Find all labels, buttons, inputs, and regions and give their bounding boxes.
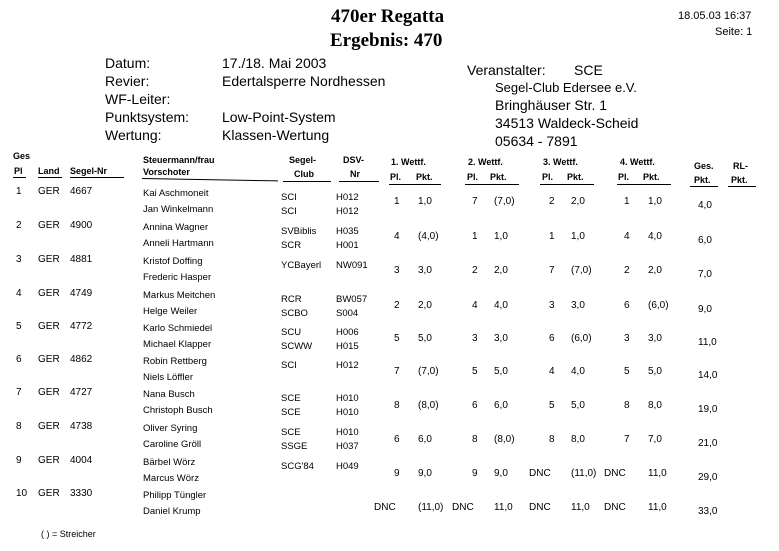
organizer-street: Bringhäuser Str. 1	[495, 97, 608, 113]
header-underline	[13, 177, 26, 178]
header-ges-total: Ges.	[694, 161, 714, 171]
cell-w4-place: 6	[624, 300, 630, 311]
cell-club-2: SCR	[281, 240, 302, 251]
cell-w4-place: 1	[624, 196, 630, 207]
cell-w4-points: 8,0	[648, 400, 662, 411]
cell-club-1: SCU	[281, 327, 302, 338]
cell-club-2: SCI	[281, 206, 297, 217]
cell-w1-points: 9,0	[418, 468, 432, 479]
cell-w2-place: 2	[472, 265, 478, 276]
cell-helmsman: Robin Rettberg	[143, 356, 207, 367]
cell-w3-points: 8,0	[571, 434, 585, 445]
cell-segel-nr: 3330	[70, 488, 93, 499]
header-underline	[465, 184, 519, 185]
cell-land: GER	[38, 421, 60, 432]
cell-w2-place: 1	[472, 231, 478, 242]
cell-w2-points: 1,0	[494, 231, 508, 242]
cell-total-points: 11,0	[698, 337, 717, 348]
cell-w2-place: 3	[472, 333, 478, 344]
cell-total-points: 4,0	[698, 200, 712, 211]
cell-dsv-2: H037	[336, 441, 359, 452]
cell-w2-place: DNC	[452, 502, 474, 513]
cell-segel-nr: 4881	[70, 254, 93, 265]
cell-club-1: SCE	[281, 393, 301, 404]
cell-w3-place: 8	[549, 434, 555, 445]
header-underline	[142, 178, 278, 181]
cell-w4-points: 7,0	[648, 434, 662, 445]
cell-helmsman: Philipp Tüngler	[143, 490, 207, 501]
info-value-datum: 17./18. Mai 2003	[222, 55, 327, 71]
cell-crew: Anneli Hartmann	[143, 238, 214, 249]
cell-w3-place: 1	[549, 231, 555, 242]
cell-w2-points: (7,0)	[494, 196, 515, 207]
cell-total-points: 33,0	[698, 506, 718, 517]
cell-w4-points: 11,0	[648, 502, 667, 513]
cell-dsv-1: H010	[336, 427, 359, 438]
cell-w1-place: 2	[394, 300, 400, 311]
cell-w3-points: 11,0	[571, 502, 590, 513]
cell-dsv-1: H035	[336, 226, 359, 237]
info-value-revier: Edertalsperre Nordhessen	[222, 73, 386, 89]
cell-segel-nr: 4749	[70, 288, 93, 299]
cell-w2-place: 5	[472, 366, 478, 377]
cell-w2-points: 9,0	[494, 468, 508, 479]
cell-w4-place: 8	[624, 400, 630, 411]
cell-w1-points: (7,0)	[418, 366, 439, 377]
cell-w1-points: 5,0	[418, 333, 432, 344]
cell-w2-place: 9	[472, 468, 478, 479]
print-date-time: 18.05.03 16:37	[678, 10, 752, 22]
cell-w1-place: 9	[394, 468, 400, 479]
header-w2-pl: Pl.	[467, 172, 479, 182]
header-wettf-3: 3. Wettf.	[543, 157, 578, 167]
organizer-name: Segel-Club Edersee e.V.	[495, 80, 637, 95]
cell-dsv-2: H010	[336, 407, 359, 418]
cell-land: GER	[38, 387, 60, 398]
header-segel-nr: Segel-Nr	[70, 166, 108, 176]
cell-w3-place: 6	[549, 333, 555, 344]
cell-w3-points: (11,0)	[571, 468, 597, 479]
cell-w1-points: 1,0	[418, 196, 432, 207]
cell-w1-place: 4	[394, 231, 400, 242]
cell-w3-points: (7,0)	[571, 265, 592, 276]
info-label-punktsystem: Punktsystem:	[105, 109, 190, 125]
cell-total-points: 7,0	[698, 269, 712, 280]
page-title: 470er Regatta	[331, 6, 445, 27]
header-w3-pl: Pl.	[542, 172, 554, 182]
header-w4-pl: Pl.	[618, 172, 630, 182]
cell-w2-points: 11,0	[494, 502, 513, 513]
cell-w3-points: 3,0	[571, 300, 585, 311]
cell-w4-place: DNC	[604, 502, 626, 513]
header-rl-pkt: Pkt.	[731, 175, 748, 185]
cell-crew: Frederic Hasper	[143, 272, 212, 283]
header-land: Land	[38, 166, 60, 176]
cell-w3-place: 7	[549, 265, 555, 276]
cell-crew: Jan Winkelmann	[143, 204, 214, 215]
cell-pl: 2	[16, 220, 22, 231]
cell-w4-place: 5	[624, 366, 630, 377]
cell-segel-nr: 4772	[70, 321, 93, 332]
cell-w1-points: (11,0)	[418, 502, 444, 513]
cell-w3-place: DNC	[529, 468, 551, 479]
cell-total-points: 14,0	[698, 370, 718, 381]
header-w1-pl: Pl.	[390, 172, 402, 182]
cell-dsv-1: H012	[336, 360, 359, 371]
cell-helmsman: Kristof Doffing	[143, 256, 203, 267]
cell-pl: 7	[16, 387, 22, 398]
cell-club-2: SCWW	[281, 341, 313, 352]
cell-w4-points: 3,0	[648, 333, 662, 344]
cell-w3-points: 2,0	[571, 196, 585, 207]
cell-dsv-2: H012	[336, 206, 359, 217]
cell-crew: Helge Weiler	[143, 306, 198, 317]
cell-pl: 10	[16, 488, 28, 499]
cell-w3-points: 5,0	[571, 400, 585, 411]
header-club: Club	[294, 169, 314, 179]
cell-w3-place: 3	[549, 300, 555, 311]
cell-helmsman: Annina Wagner	[143, 222, 209, 233]
cell-land: GER	[38, 455, 60, 466]
cell-helmsman: Kai Aschmoneit	[143, 188, 209, 199]
cell-w1-place: 5	[394, 333, 400, 344]
cell-land: GER	[38, 288, 60, 299]
cell-crew: Michael Klapper	[143, 339, 212, 350]
cell-w4-points: 2,0	[648, 265, 662, 276]
header-wettf-4: 4. Wettf.	[620, 157, 655, 167]
cell-helmsman: Karlo Schmiedel	[143, 323, 213, 334]
cell-w4-points: (6,0)	[648, 300, 669, 311]
header-underline	[389, 184, 441, 185]
cell-segel-nr: 4738	[70, 421, 93, 432]
cell-w1-points: (8,0)	[418, 400, 439, 411]
organizer-label: Veranstalter:	[467, 62, 546, 78]
cell-w2-place: 8	[472, 434, 478, 445]
cell-w4-place: 4	[624, 231, 630, 242]
footnote: ( ) = Streicher	[41, 529, 96, 539]
header-ges-pkt: Pkt.	[694, 175, 711, 185]
cell-w1-place: DNC	[374, 502, 396, 513]
cell-pl: 8	[16, 421, 22, 432]
cell-w2-points: 6,0	[494, 400, 508, 411]
cell-club-2: SSGE	[281, 441, 308, 452]
cell-crew: Christoph Busch	[143, 405, 213, 416]
header-w4-pkt: Pkt.	[643, 172, 660, 182]
cell-w4-place: 2	[624, 265, 630, 276]
cell-pl: 6	[16, 354, 22, 365]
organizer-phone: 05634 - 7891	[495, 133, 578, 149]
cell-club-1: SCI	[281, 360, 297, 371]
cell-club-1: SVBiblis	[281, 226, 317, 237]
cell-club-1: SCI	[281, 192, 297, 203]
cell-land: GER	[38, 220, 60, 231]
info-label-revier: Revier:	[105, 73, 150, 89]
cell-w4-points: 4,0	[648, 231, 662, 242]
info-label-wertung: Wertung:	[105, 127, 162, 143]
cell-w2-points: (8,0)	[494, 434, 515, 445]
cell-w2-place: 4	[472, 300, 478, 311]
info-label-wf-leiter: WF-Leiter:	[105, 91, 171, 107]
cell-w3-points: 1,0	[571, 231, 585, 242]
cell-w1-place: 8	[394, 400, 400, 411]
cell-club-1: SCE	[281, 427, 301, 438]
header-ges: Ges	[13, 151, 31, 161]
cell-dsv-1: NW091	[336, 260, 368, 271]
cell-w1-place: 7	[394, 366, 400, 377]
header-segel: Segel-	[289, 155, 317, 165]
cell-segel-nr: 4862	[70, 354, 93, 365]
info-value-punktsystem: Low-Point-System	[222, 109, 336, 125]
cell-dsv-2: H001	[336, 240, 359, 251]
cell-w1-points: 2,0	[418, 300, 432, 311]
header-vorschoter: Vorschoter	[143, 167, 190, 177]
cell-club-2: SCBO	[281, 308, 308, 319]
cell-pl: 4	[16, 288, 22, 299]
cell-helmsman: Oliver Syring	[143, 423, 198, 434]
cell-w2-points: 4,0	[494, 300, 508, 311]
info-label-datum: Datum:	[105, 55, 151, 71]
header-underline	[70, 177, 124, 178]
cell-segel-nr: 4727	[70, 387, 93, 398]
cell-total-points: 19,0	[698, 404, 718, 415]
page-number: Seite: 1	[715, 26, 753, 38]
header-underline	[339, 181, 379, 182]
cell-dsv-1: BW057	[336, 294, 368, 305]
cell-w2-points: 5,0	[494, 366, 508, 377]
cell-w3-place: 2	[549, 196, 555, 207]
cell-w1-points: 6,0	[418, 434, 432, 445]
cell-club-1: SCG'84	[281, 461, 314, 472]
cell-w4-points: 5,0	[648, 366, 662, 377]
header-underline	[283, 181, 331, 182]
cell-w2-place: 6	[472, 400, 478, 411]
cell-dsv-2: S004	[336, 308, 359, 319]
cell-w2-points: 3,0	[494, 333, 508, 344]
cell-w4-points: 1,0	[648, 196, 662, 207]
header-underline	[690, 186, 718, 187]
cell-land: GER	[38, 321, 60, 332]
header-w3-pkt: Pkt.	[567, 172, 584, 182]
cell-w1-place: 6	[394, 434, 400, 445]
cell-w3-points: (6,0)	[571, 333, 592, 344]
cell-w1-place: 1	[394, 196, 400, 207]
header-dsv: DSV-	[343, 155, 365, 165]
cell-w3-place: 4	[549, 366, 555, 377]
cell-helmsman: Markus Meitchen	[143, 290, 216, 301]
cell-pl: 5	[16, 321, 22, 332]
cell-segel-nr: 4004	[70, 455, 93, 466]
cell-total-points: 9,0	[698, 304, 712, 315]
cell-crew: Marcus Wörz	[143, 473, 199, 484]
header-wettf-1: 1. Wettf.	[391, 157, 426, 167]
header-w1-pkt: Pkt.	[416, 172, 433, 182]
cell-w3-place: 5	[549, 400, 555, 411]
cell-club-2: SCE	[281, 407, 301, 418]
header-w2-pkt: Pkt.	[490, 172, 507, 182]
cell-dsv-1: H049	[336, 461, 359, 472]
cell-dsv-1: H012	[336, 192, 359, 203]
cell-land: GER	[38, 354, 60, 365]
cell-helmsman: Bärbel Wörz	[143, 457, 196, 468]
cell-pl: 9	[16, 455, 22, 466]
cell-w1-points: 3,0	[418, 265, 432, 276]
organizer-code: SCE	[574, 62, 603, 78]
cell-crew: Niels Löffler	[143, 372, 193, 383]
header-rl: RL-	[733, 161, 748, 171]
cell-total-points: 29,0	[698, 472, 718, 483]
cell-segel-nr: 4667	[70, 186, 93, 197]
header-underline	[728, 186, 756, 187]
header-nr: Nr	[350, 169, 361, 179]
page-subtitle: Ergebnis: 470	[330, 30, 443, 51]
cell-club-1: RCR	[281, 294, 302, 305]
header-pl: Pl	[14, 166, 23, 176]
cell-crew: Caroline Gröll	[143, 439, 202, 450]
cell-dsv-1: H006	[336, 327, 359, 338]
cell-dsv-1: H010	[336, 393, 359, 404]
header-underline	[38, 177, 62, 178]
cell-w4-place: 3	[624, 333, 630, 344]
cell-helmsman: Nana Busch	[143, 389, 195, 400]
cell-w4-place: 7	[624, 434, 630, 445]
cell-club-1: YCBayerl	[281, 260, 322, 271]
cell-dsv-2: H015	[336, 341, 359, 352]
cell-pl: 3	[16, 254, 22, 265]
cell-total-points: 6,0	[698, 235, 712, 246]
cell-pl: 1	[16, 186, 22, 197]
cell-land: GER	[38, 254, 60, 265]
cell-crew: Daniel Krump	[143, 506, 201, 517]
cell-segel-nr: 4900	[70, 220, 93, 231]
cell-total-points: 21,0	[698, 438, 718, 449]
header-wettf-2: 2. Wettf.	[468, 157, 503, 167]
cell-w1-points: (4,0)	[418, 231, 439, 242]
cell-w1-place: 3	[394, 265, 400, 276]
cell-w4-place: DNC	[604, 468, 626, 479]
cell-w2-place: 7	[472, 196, 478, 207]
header-underline	[617, 184, 671, 185]
cell-w3-place: DNC	[529, 502, 551, 513]
header-underline	[540, 184, 594, 185]
organizer-city: 34513 Waldeck-Scheid	[495, 115, 639, 131]
info-value-wertung: Klassen-Wertung	[222, 127, 330, 143]
header-steuermann: Steuermann/frau	[143, 155, 215, 165]
cell-w4-points: 11,0	[648, 468, 667, 479]
cell-land: GER	[38, 186, 60, 197]
cell-w2-points: 2,0	[494, 265, 508, 276]
cell-w3-points: 4,0	[571, 366, 585, 377]
cell-land: GER	[38, 488, 60, 499]
